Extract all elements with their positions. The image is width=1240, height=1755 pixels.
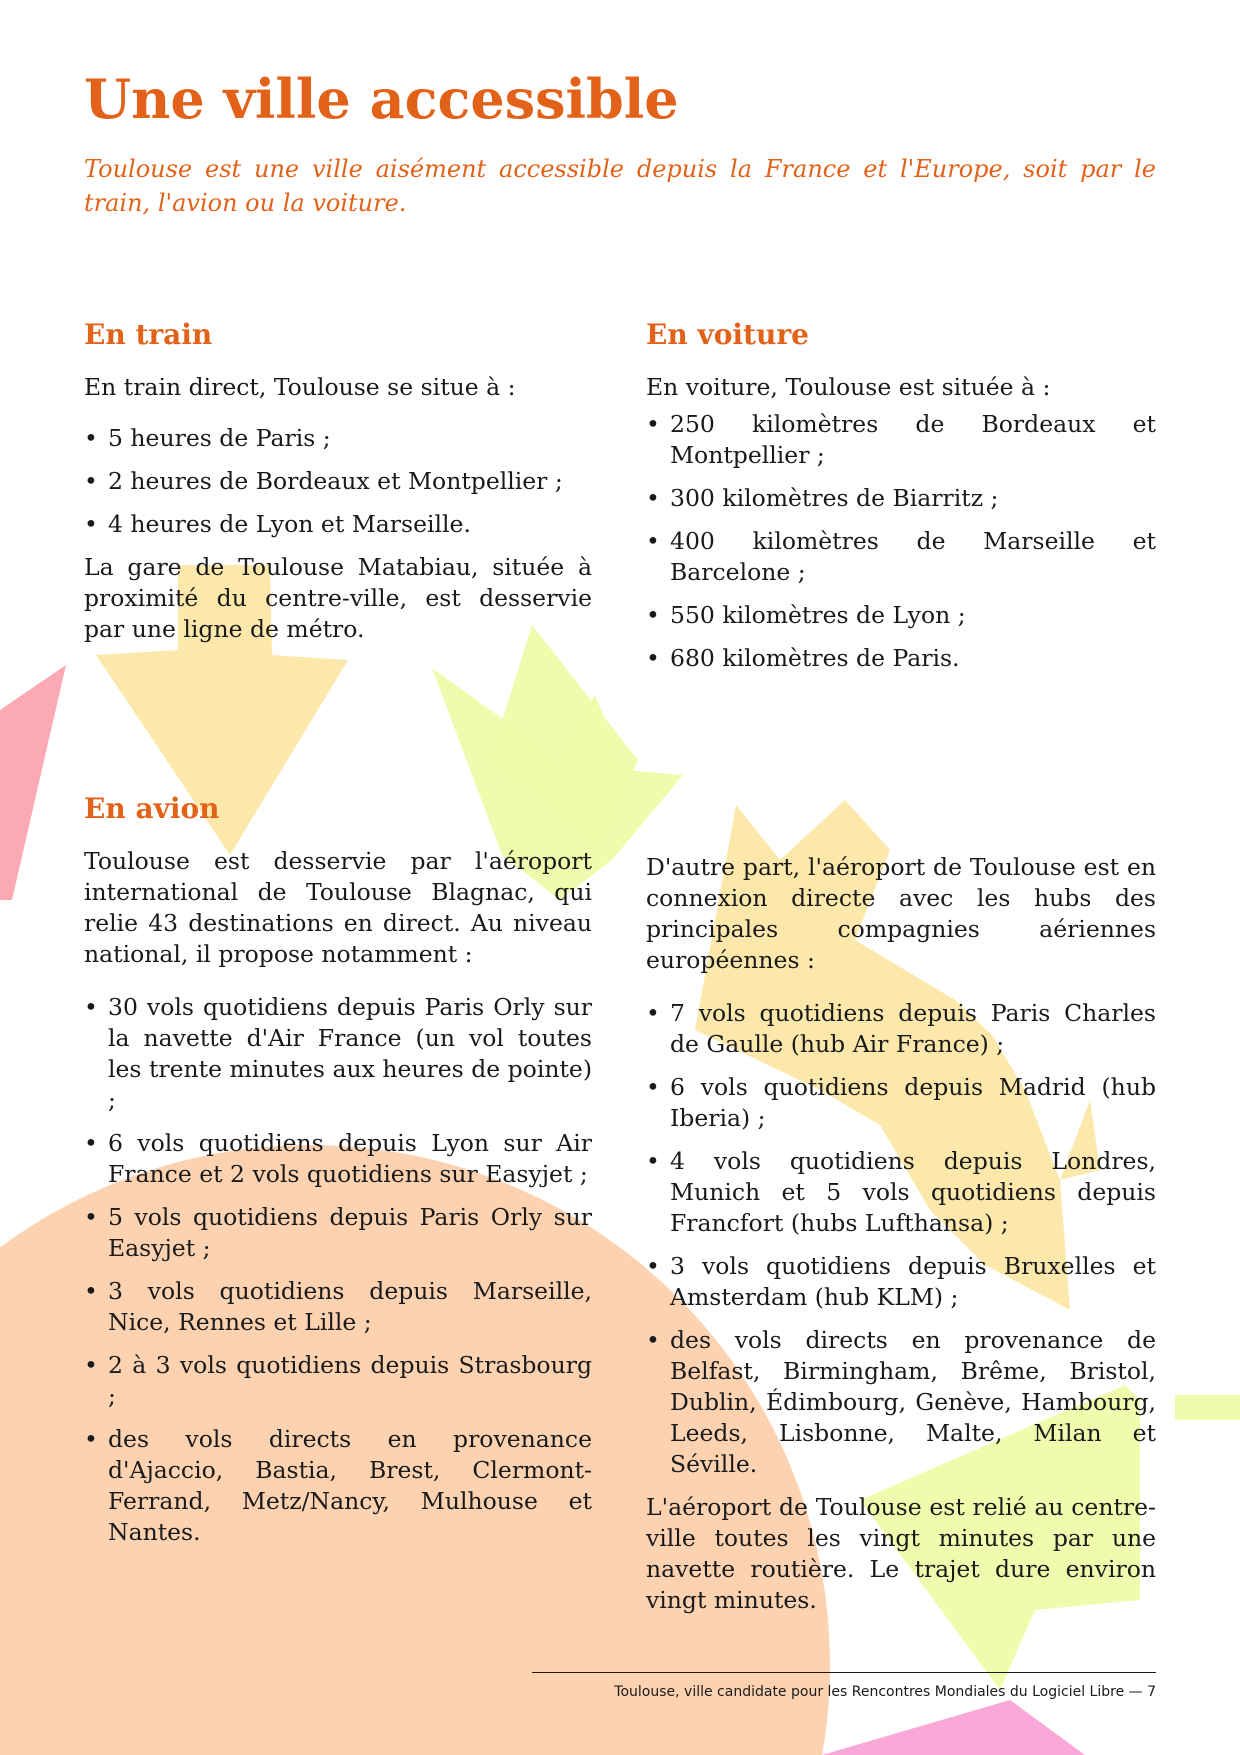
train-intro: En train direct, Toulouse se situe à : [84, 373, 516, 401]
voiture-heading: En voiture [646, 318, 809, 351]
page-footer: Toulouse, ville candidate pour les Rencontres Mondiales du Logiciel Libre — 7 [614, 1684, 1156, 1700]
avion-europe-list [646, 998, 1156, 1480]
avion-list [84, 992, 592, 1548]
list-item: • 250 kilomètres de Bordeaux et Montpellier ; [646, 409, 1156, 471]
train-heading: En train [84, 318, 213, 351]
list-item: • des vols directs en provenance de Belfast, Birmingham, Brême, Bristol, Dublin, Édimbourg, Genève, Hambourg, Leeds, Lisbonne, Malte, Milan et Séville. [646, 1325, 1156, 1480]
voiture-intro: En voiture, Toulouse est située à : [646, 373, 1051, 401]
voiture-list [646, 409, 1156, 674]
list-item: • 6 vols quotidiens depuis Lyon sur Air France et 2 vols quotidiens sur Easyjet ; [84, 1128, 592, 1190]
list-item: • 2 heures de Bordeaux et Montpellier ; [84, 466, 592, 497]
voiture-section [646, 318, 1156, 674]
avion-europe-outro: L'aéroport de Toulouse est relié au centre-ville toutes les vingt minutes par une navette routière. Le trajet dure environ vingt minutes. [646, 1493, 1156, 1614]
list-item: • 7 vols quotidiens depuis Paris Charles de Gaulle (hub Air France) ; [646, 998, 1156, 1060]
list-item: • 400 kilomètres de Marseille et Barcelone ; [646, 526, 1156, 588]
avion-europe-intro: D'autre part, l'aéroport de Toulouse est en connexion directe avec les hubs des principales compagnies aériennes européennes : [646, 853, 1156, 974]
page-title: Une ville accessible [84, 67, 679, 131]
list-item: • 30 vols quotidiens depuis Paris Orly sur la navette d'Air France (un vol toutes les trente minutes aux heures de pointe) ; [84, 992, 592, 1116]
avion-heading: En avion [84, 792, 220, 825]
list-item: • 6 vols quotidiens depuis Madrid (hub Iberia) ; [646, 1072, 1156, 1134]
avion-europe-section [646, 852, 1156, 1616]
list-item: • 680 kilomètres de Paris. [646, 643, 1156, 674]
list-item: • 300 kilomètres de Biarritz ; [646, 483, 1156, 514]
avion-section [84, 792, 592, 1548]
train-list [84, 423, 592, 540]
list-item: • 4 vols quotidiens depuis Londres, Munich et 5 vols quotidiens depuis Francfort (hubs Lufthansa) ; [646, 1146, 1156, 1239]
avion-intro: Toulouse est desservie par l'aéroport international de Toulouse Blagnac, qui relie 43 destinations en direct. Au niveau national, il propose notamment : [84, 847, 592, 968]
list-item: • 4 heures de Lyon et Marseille. [84, 509, 592, 540]
list-item: • des vols directs en provenance d'Ajaccio, Bastia, Brest, Clermont-Ferrand, Metz/Nancy, Mulhouse et Nantes. [84, 1424, 592, 1548]
list-item: • 5 vols quotidiens depuis Paris Orly sur Easyjet ; [84, 1202, 592, 1264]
page-subtitle: Toulouse est une ville aisément accessible depuis la France et l'Europe, soit par le train, l'avion ou la voiture. [84, 155, 1156, 217]
train-section [84, 318, 592, 645]
list-item: • 5 heures de Paris ; [84, 423, 592, 454]
train-paragraph: La gare de Toulouse Matabiau, située à proximité du centre-ville, est desservie par une ligne de métro. [84, 553, 592, 643]
list-item: • 3 vols quotidiens depuis Marseille, Nice, Rennes et Lille ; [84, 1276, 592, 1338]
list-item: • 3 vols quotidiens depuis Bruxelles et Amsterdam (hub KLM) ; [646, 1251, 1156, 1313]
footer-divider [532, 1672, 1156, 1673]
list-item: • 2 à 3 vols quotidiens depuis Strasbourg ; [84, 1350, 592, 1412]
list-item: • 550 kilomètres de Lyon ; [646, 600, 1156, 631]
